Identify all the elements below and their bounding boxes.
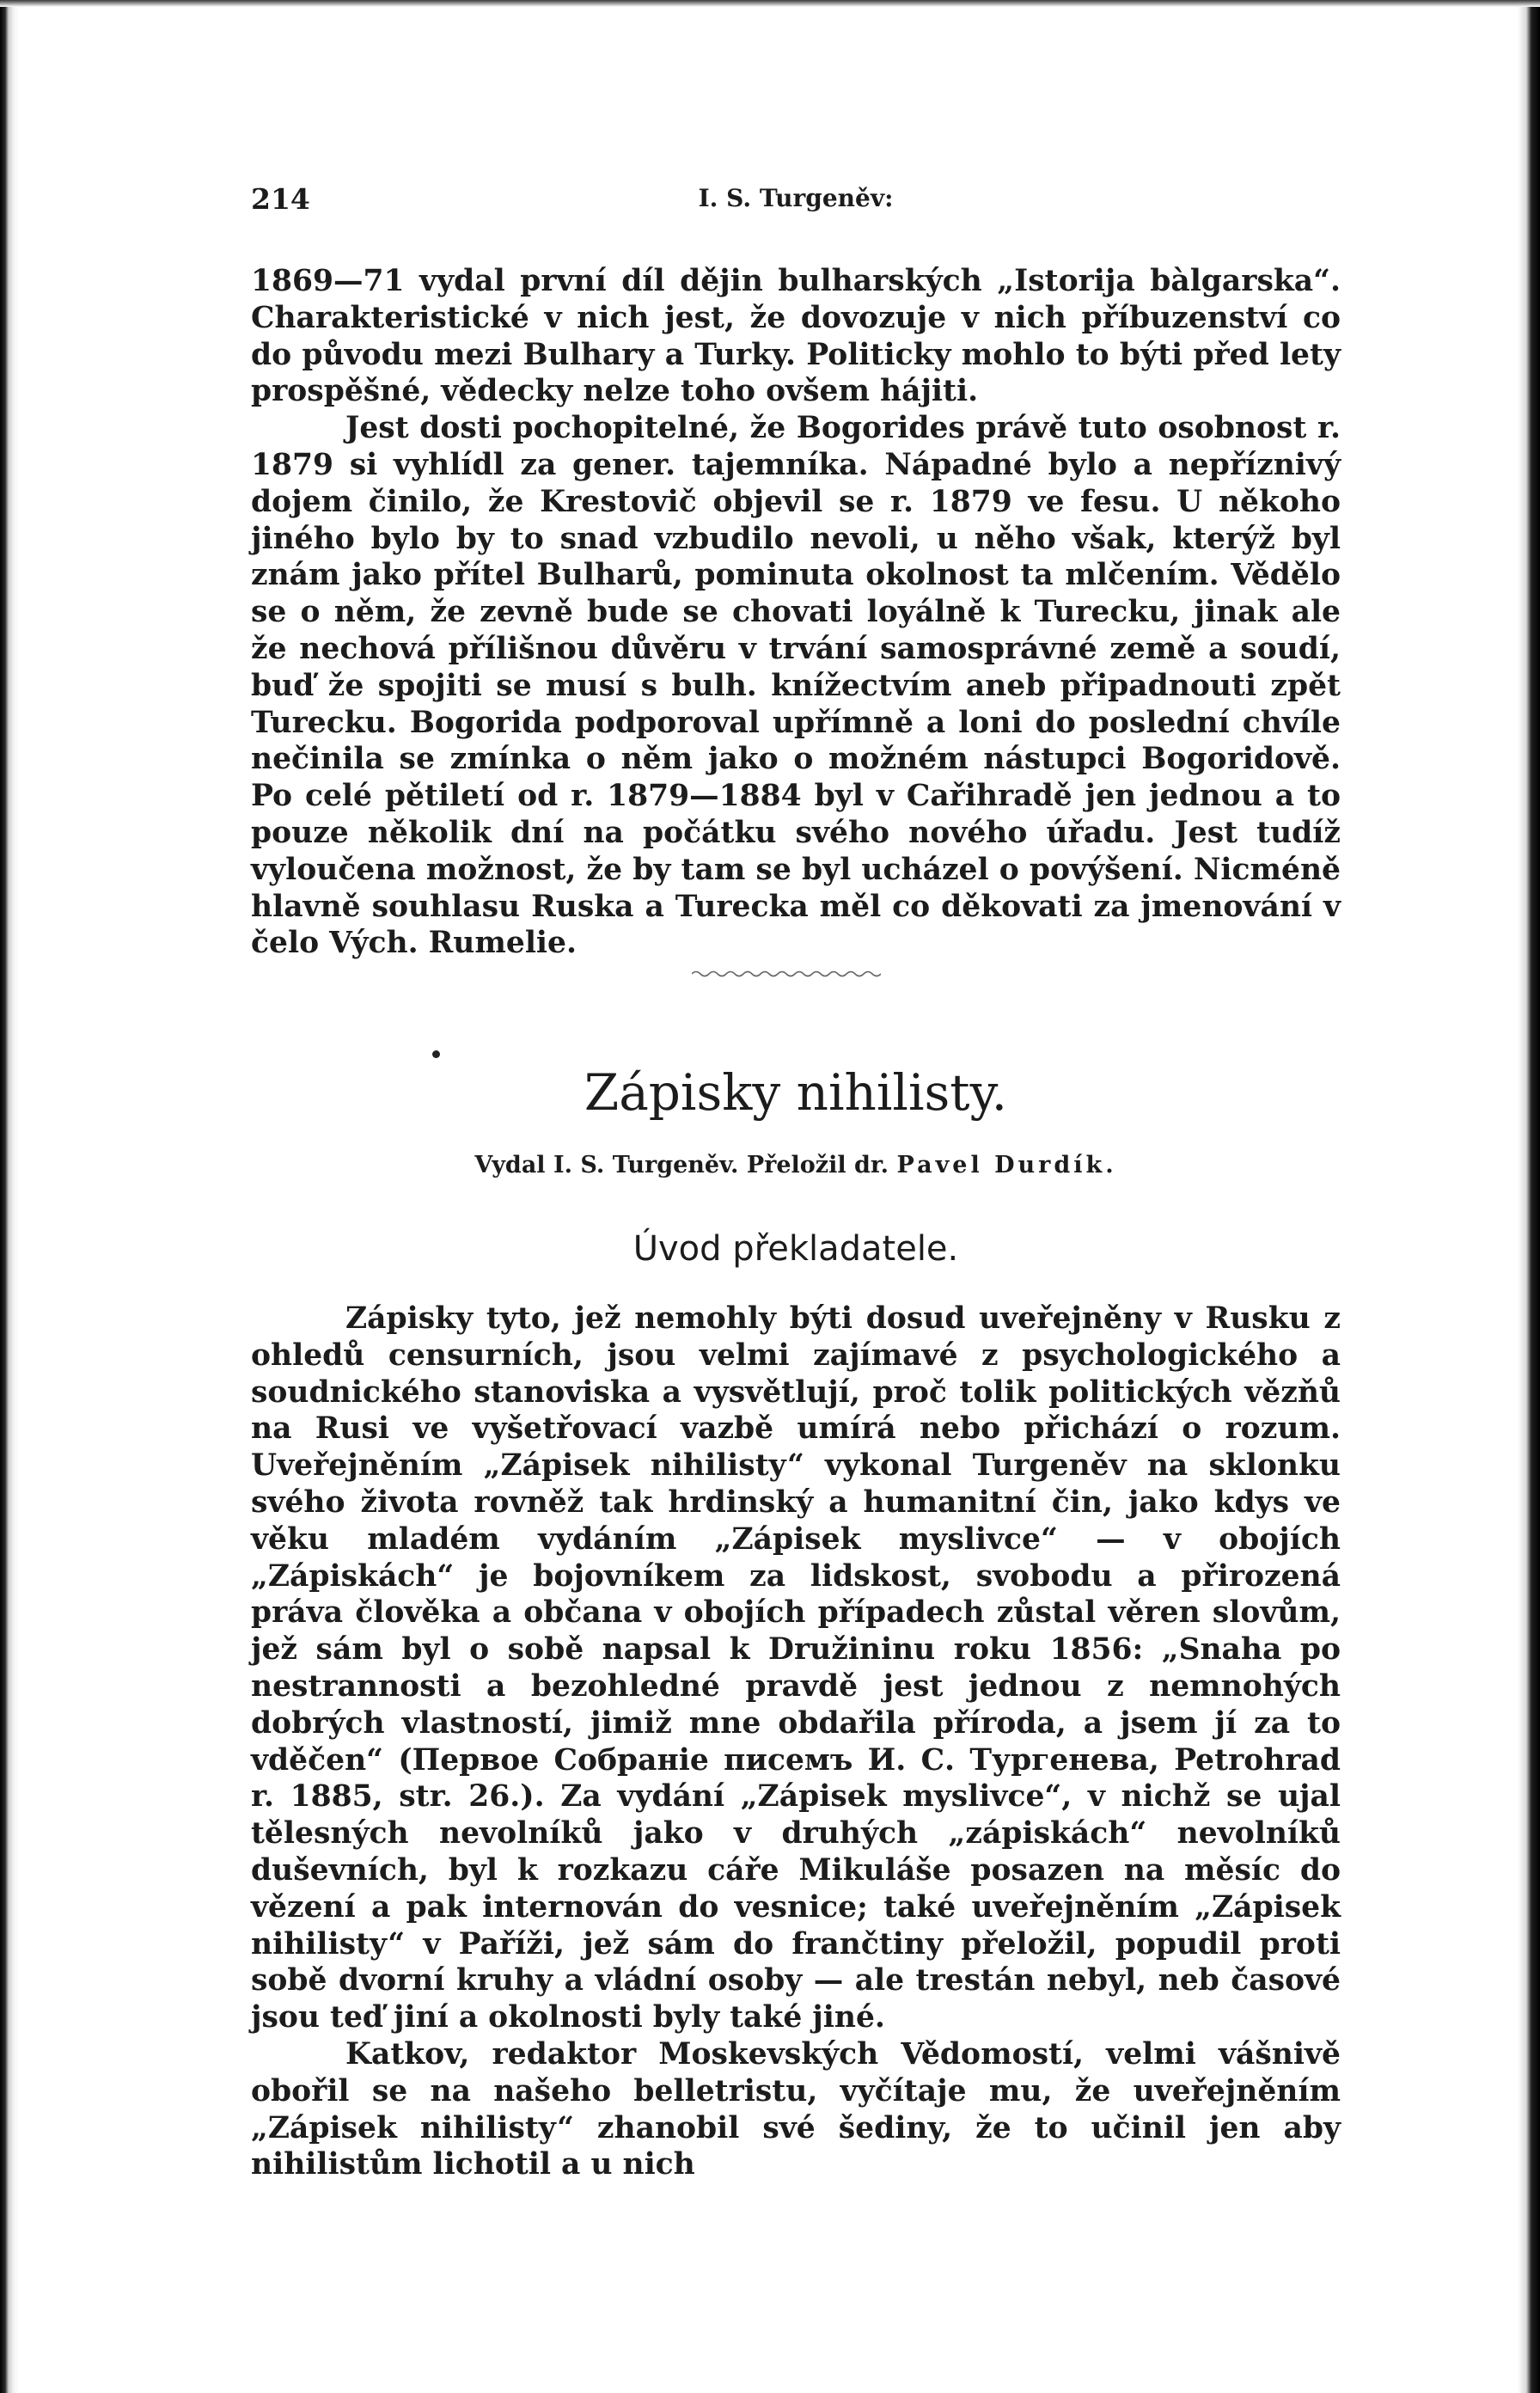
section-heading: Úvod překladatele. [632,1229,959,1269]
running-title: I. S. Turgeněv: [698,184,894,212]
page-number: 214 [251,182,310,216]
paragraph: 1869—71 vydal první díl dějin bulharských „Istorija bàlgarska“. Charakteristické v nich jest, že dovozuje v nich příbuzenství co do původu mezi Bulhary a Turky. Politicky mohlo to býti před lety prospěšné, vědecky nelze toho ovšem hájiti. [251,264,1341,409]
wavy-divider-ornament [692,968,881,980]
byline-translator: Pavel Durdík. [896,1152,1117,1178]
scan-edge-top [0,0,1540,7]
paragraph: Zápisky tyto, jež nemohly býti dosud uveřejněny v Rusku z ohledů censurních, jsou velmi zajímavé z psychologického a soudnického stanoviska a vysvětlují, proč tolik politických vězňů na Rusi ve vyšetřovací vazbě umírá nebo přichází o rozum. Uveřejněním „Zápisek nihilisty“ vykonal Turgeněv na sklonku svého života rovněž tak hrdinský a humanitní čin, jako kdys ve věku mladém vydáním „Zápisek myslivce“ — v obojích „Zápiskách“ je bojovníkem za lidskost, svobodu a přirozená práva člověka a občana v obojích případech zůstal věren slovům, jež sám byl o sobě napsal k Družininu roku 1856: „Snaha po nestrannosti a bezohledné pravdě jest jednou z nemnohých dobrých vlastností, jimiž mne obdařila příroda, a jsem jí za to vděčen“ (Первое Собраніе писемъ И. С. Тургенева, Petrohrad r. 1885, str. 26.). Za vydání „Zápisek myslivce“, v nichž se ujal tělesných nevolníků jako v druhých „zápiskách“ nevolníků duševních, byl k rozkazu cáře Mikuláše posazen na měsíc do vězení a pak internován do vesnice; také uveřejněním „Zápisek nihilisty“ v Paříži, jež sám do frančtiny přeložil, popudil proti sobě dvorní kruhy a vládní osoby — ale trestán nebyl, neb časové jsou teď jiní a okolnosti byly také jiné. [251,1301,1341,2035]
intro-text-block [251,1301,1341,2183]
paragraph: Katkov, redaktor Moskevských Vědomostí, velmi vášnivě obořil se na našeho belletristu, vyčítaje mu, že uveřejněním „Zápisek nihilisty“ zhanobil své šediny, že to učinil jen aby nihilistům lichotil a u nich [251,2036,1341,2182]
scan-edge-right [1518,0,1540,2393]
byline [251,1152,1341,1178]
top-text-block [251,263,1341,962]
page-header [251,182,1341,220]
stray-dot-mark [432,1050,440,1058]
paragraph: Jest dosti pochopitelné, že Bogorides právě tuto osobnost r. 1879 si vyhlídl za gener. tajemníka. Nápadné bylo a nepříznivý dojem činilo, že Krestovič objevil se r. 1879 ve fesu. U někoho jiného bylo by to snad vzbudilo nevoli, u něho však, kterýž byl znám jako přítel Bulharů, pominuta okolnost ta mlčením. Vědělo se o něm, že zevně bude se chovati loyálně k Turecku, jinak ale že nechová přílišnou důvěru v trvání samosprávné země a soudí, buď že spojiti se musí s bulh. knížectvím aneb připadnouti zpět Turecku. Bogorida podporoval upřímně a loni do poslední chvíle nečinila se zmínka o něm jako o možném nástupci Bogoridově. Po celé pětiletí od r. 1879—1884 byl v Cařihradě jen jednou a to pouze několik dní na počátku svého nového úřadu. Jest tudíž vyloučena možnost, že by tam se byl ucházel o povýšení. Nicméně hlavně souhlasu Ruska a Turecka měl co děkovati za jmenování v čelo Vých. Rumelie. [251,411,1341,961]
scan-edge-left [0,0,19,2393]
article-title: Zápisky nihilisty. [584,1063,1008,1122]
byline-prefix: Vydal I. S. Turgeněv. Přeložil dr. [474,1152,889,1178]
